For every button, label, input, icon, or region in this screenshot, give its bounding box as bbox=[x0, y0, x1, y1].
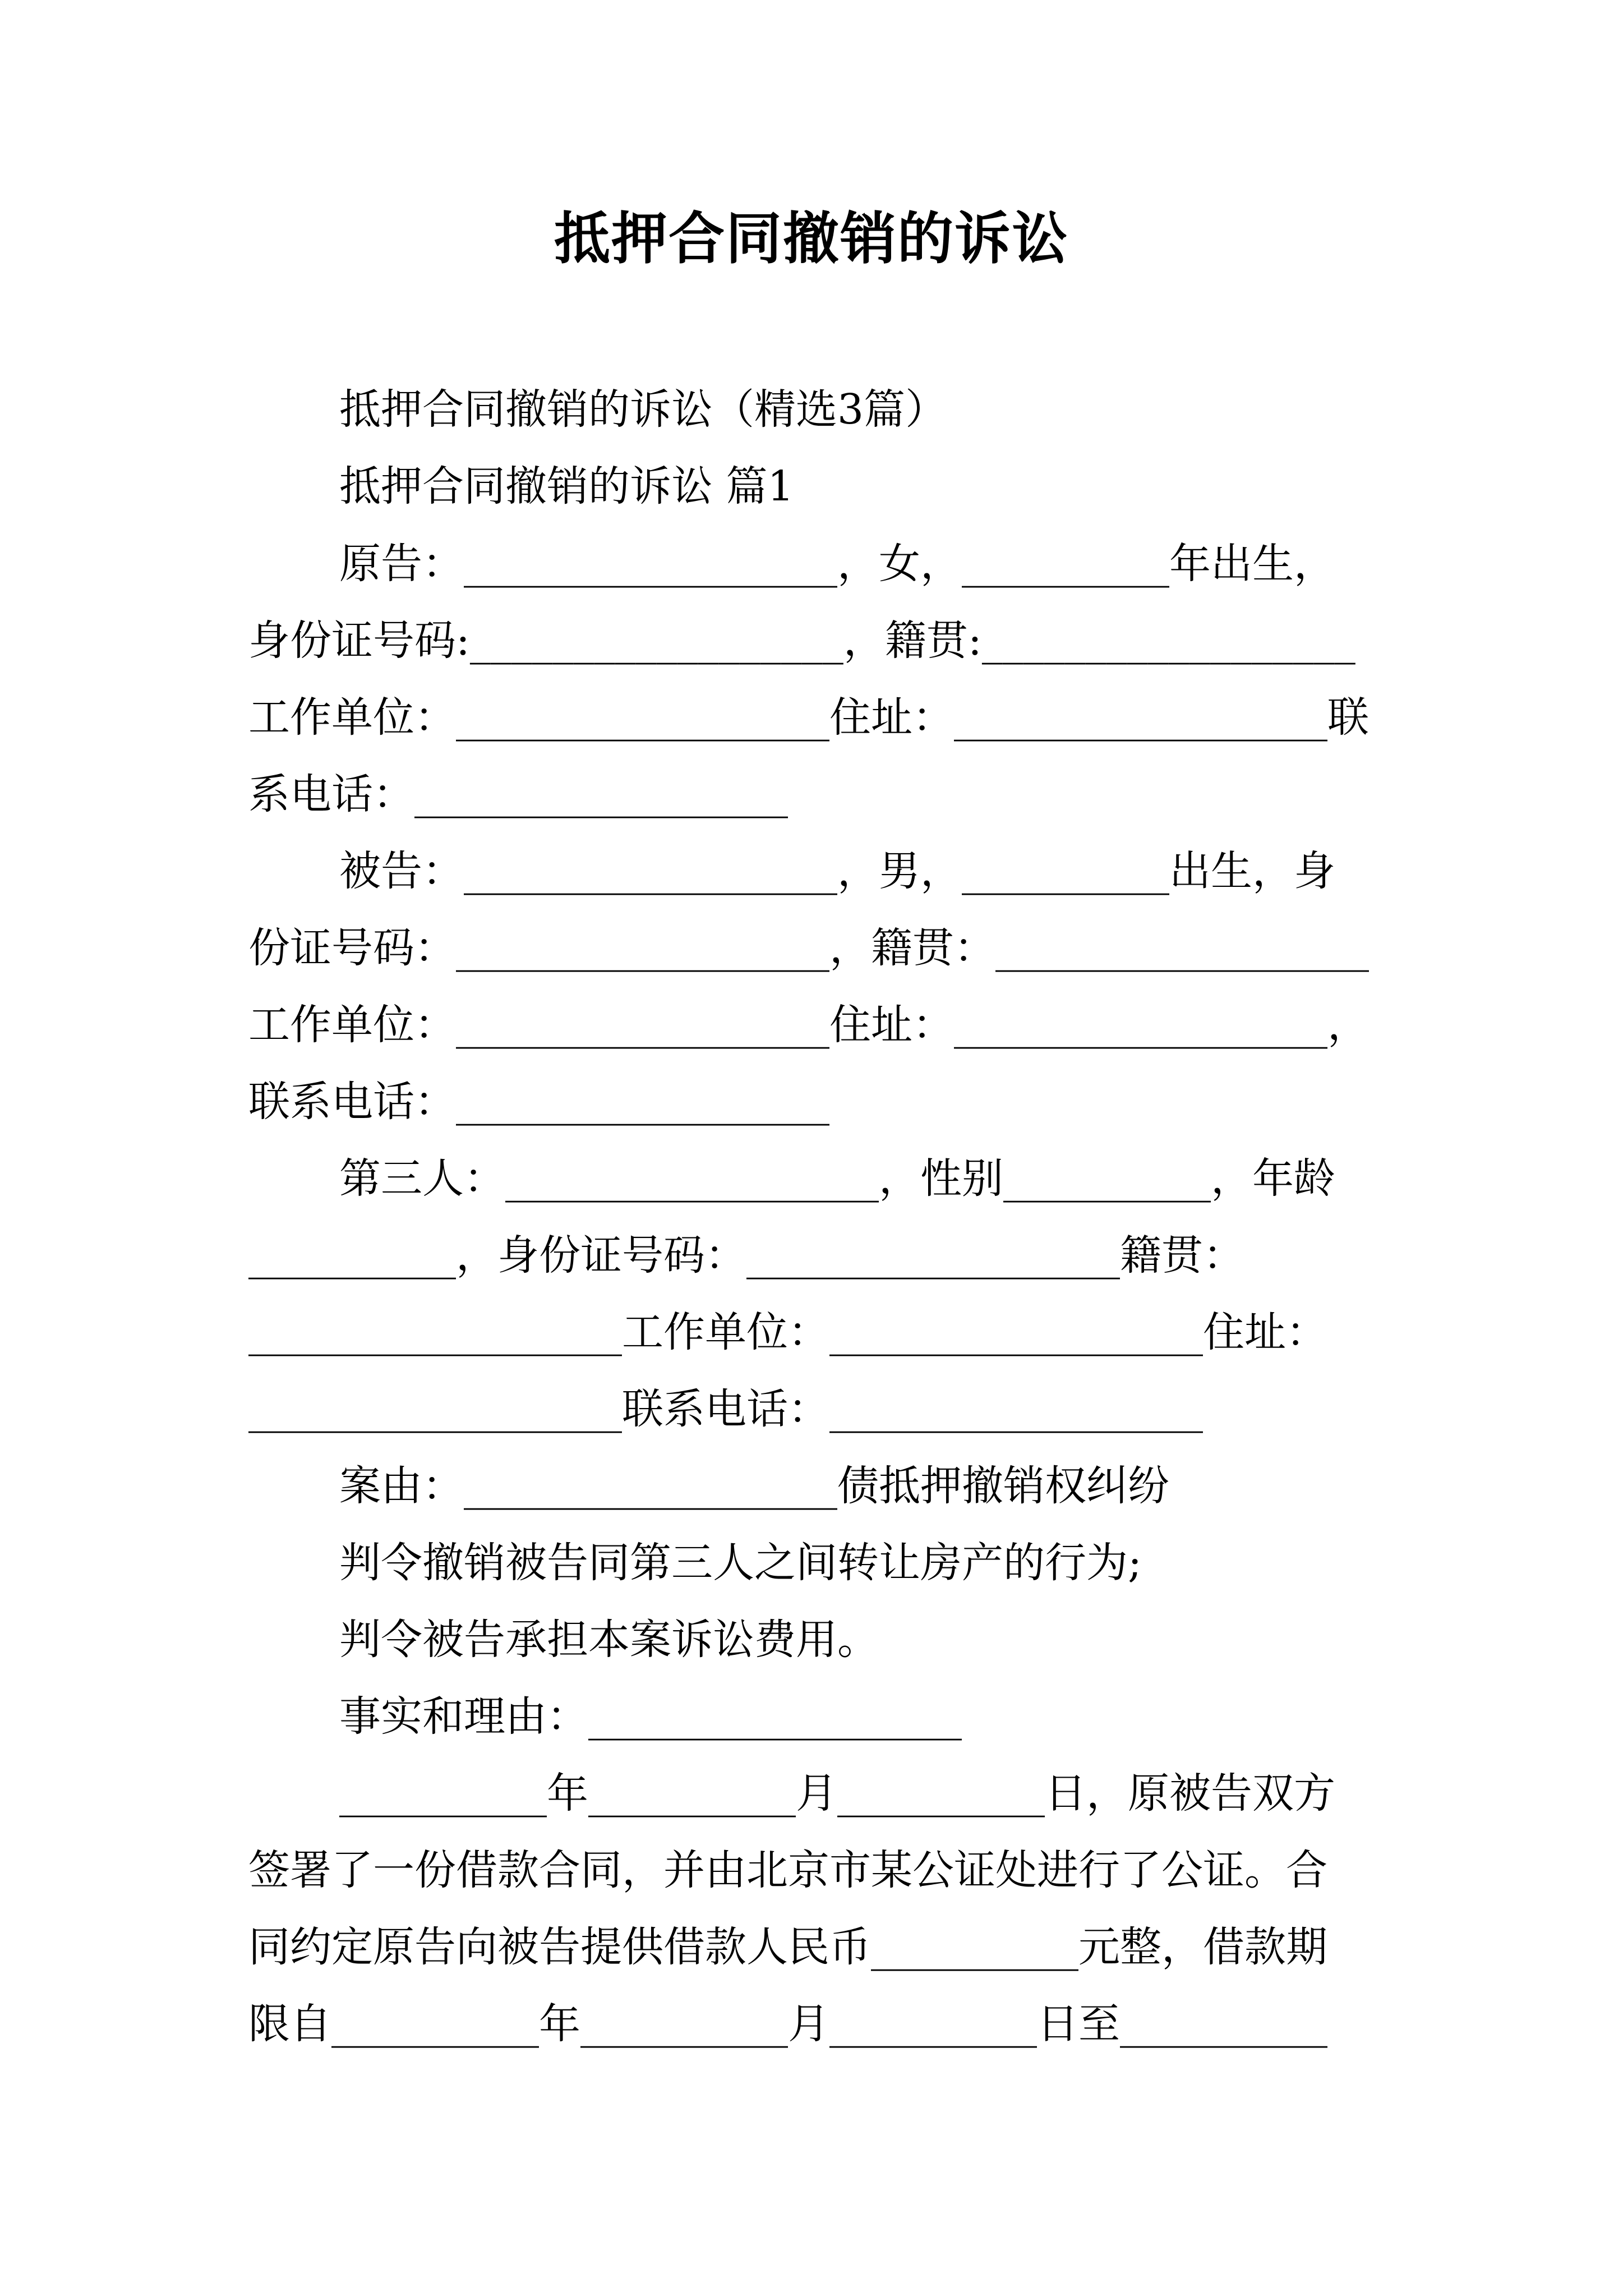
plaintiff-id-line: 身份证号码:__________________，籍贯:__________________ bbox=[248, 616, 1355, 665]
third-party-work-line: __________________工作单位：__________________住址： bbox=[248, 1308, 1327, 1356]
third-party-line: 第三人：__________________，性别__________，年龄 bbox=[339, 1154, 1335, 1203]
third-party-phone-line: __________________联系电话：__________________ bbox=[248, 1385, 1203, 1433]
defendant-work-line: 工作单位：__________________住址：__________________， bbox=[248, 1001, 1369, 1049]
defendant-id-line: 份证号码：__________________，籍贯：__________________ bbox=[248, 924, 1369, 972]
facts-line-3: 同约定原告向被告提供借款人民币__________元整，借款期 bbox=[248, 1923, 1327, 1971]
plaintiff-line: 原告：__________________，女，__________年出生， bbox=[339, 540, 1335, 588]
subtitle-paragraph: 抵押合同撤销的诉讼（精选3篇） bbox=[339, 385, 947, 434]
third-party-id-line: __________，身份证号码：__________________籍贯： bbox=[248, 1231, 1244, 1280]
facts-line-4: 限自__________年__________月__________日至__________ bbox=[248, 2000, 1327, 2048]
plaintiff-phone-line: 系电话：__________________ bbox=[248, 770, 788, 818]
facts-line-2: 签署了一份借款合同，并由北京市某公证处进行了公证。合 bbox=[248, 1846, 1327, 1894]
section-heading: 抵押合同撤销的诉讼 篇1 bbox=[339, 462, 794, 510]
defendant-line: 被告：__________________，男，__________出生，身 bbox=[339, 847, 1335, 895]
document-title: 抵押合同撤销的诉讼 bbox=[554, 205, 1069, 272]
defendant-phone-line: 联系电话：__________________ bbox=[248, 1078, 829, 1126]
facts-heading-line: 事实和理由：__________________ bbox=[339, 1692, 962, 1741]
facts-line-1: __________年__________月__________日，原被告双方 bbox=[339, 1769, 1335, 1818]
claim-line-2: 判令被告承担本案诉讼费用。 bbox=[339, 1616, 879, 1664]
plaintiff-work-line: 工作单位：__________________住址：__________________联 bbox=[248, 693, 1369, 742]
case-cause-line: 案由：__________________债抵押撤销权纠纷 bbox=[339, 1462, 1169, 1510]
claim-line-1: 判令撤销被告同第三人之间转让房产的行为; bbox=[339, 1539, 1142, 1587]
